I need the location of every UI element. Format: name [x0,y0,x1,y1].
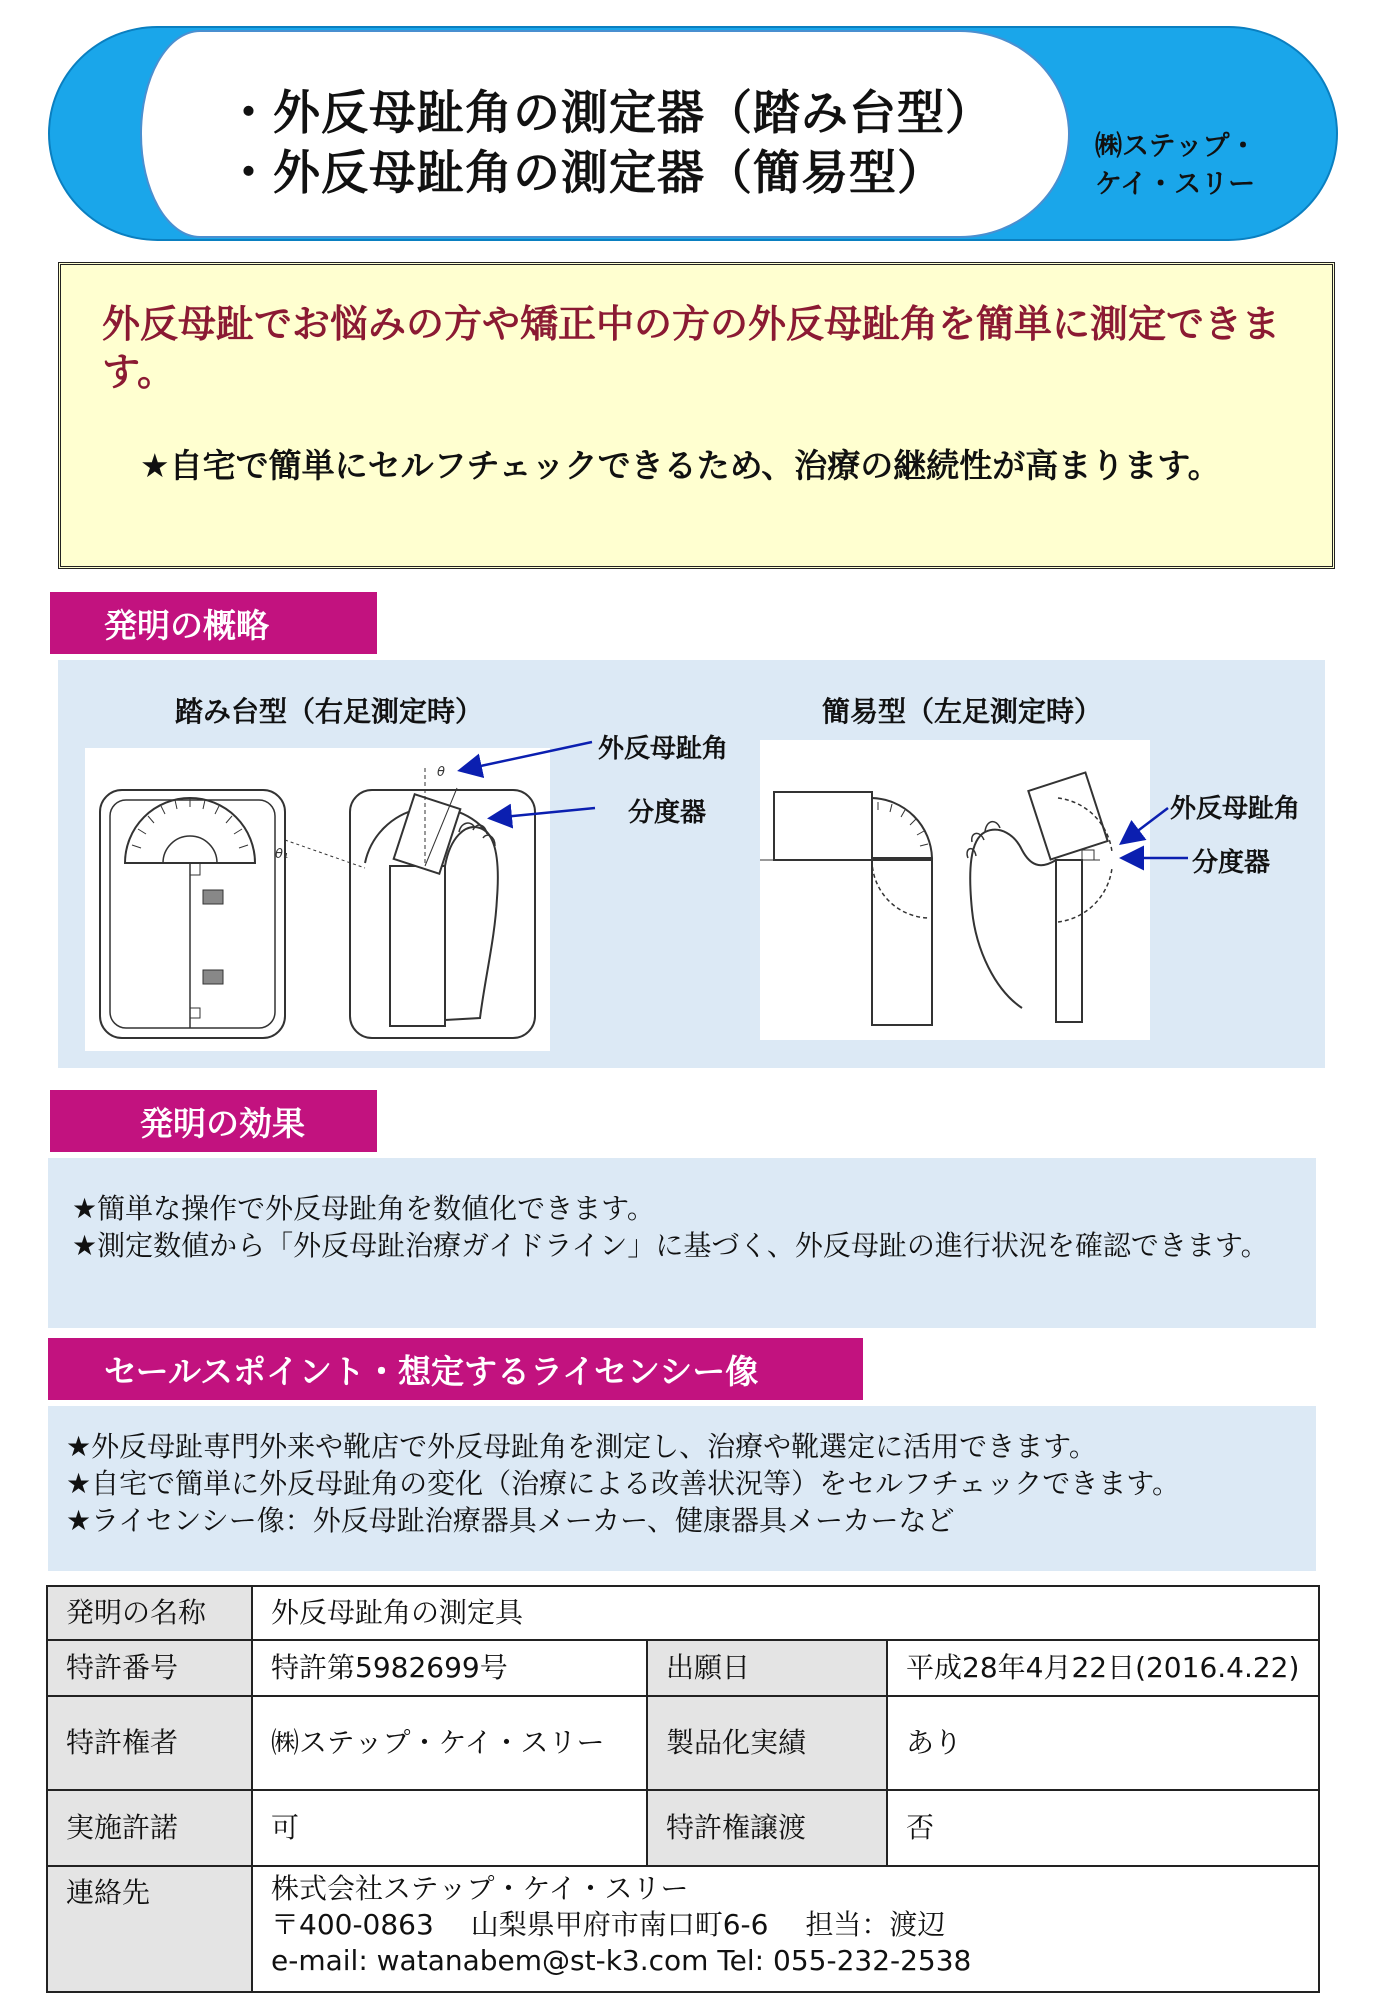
contact-company: 株式会社ステップ・ケイ・スリー [271,1872,689,1906]
selling-item-3: ★ライセンシー像：外反母趾治療器具メーカー、健康器具メーカーなど [66,1504,955,1537]
contact-address: 〒400-0863 山梨県甲府市南口町6-6 担当：渡辺 [271,1908,946,1942]
label-hallux-angle-left: 外反母趾角 [598,734,729,764]
figure-simple-type [760,740,1150,1040]
section-header-effects: 発明の効果 [50,1090,377,1152]
section-header-selling-points: セールスポイント・想定するライセンシー像 [48,1338,863,1400]
label-hallux-angle-right: 外反母趾角 [1170,794,1301,824]
filing-date-value: 平成28年4月22日(2016.4.22) [887,1640,1319,1695]
table-row [47,1640,1319,1695]
name-label: 発明の名称 [47,1586,252,1640]
theta-label: θ [437,765,445,780]
patent-holder-value: ㈱ステップ・ケイ・スリー [252,1696,647,1790]
table-row [47,1696,1319,1790]
title-line-2: ・外反母趾角の測定器（簡易型） [225,146,945,201]
effect-item-1: ★簡単な操作で外反母趾角を数値化できます。 [72,1192,655,1225]
label-protractor-right: 分度器 [1192,848,1271,878]
transfer-value: 否 [887,1790,1319,1866]
label-protractor-left: 分度器 [628,798,707,828]
license-label: 実施許諾 [47,1790,252,1866]
intro-main-text: 外反母趾でお悩みの方や矯正中の方の外反母趾角を簡単に測定できます。 [102,302,1281,394]
contact-label: 連絡先 [47,1866,252,1992]
product-record-value: あり [887,1696,1319,1790]
figure-platform-type [85,748,550,1051]
license-value: 可 [252,1790,647,1866]
figure-title-simple: 簡易型（左足測定時） [822,695,1103,728]
effects-list [72,1190,1292,1264]
table-row [47,1790,1319,1866]
selling-list [66,1428,1311,1539]
patent-number-value: 特許第5982699号 [252,1640,647,1695]
contact-value [252,1866,1319,1992]
selling-item-1: ★外反母趾専門外来や靴店で外反母趾角を測定し、治療や靴選定に活用できます。 [66,1430,1097,1463]
patent-holder-label: 特許権者 [47,1696,252,1790]
name-value: 外反母趾角の測定具 [252,1586,1319,1640]
patent-info-table [46,1585,1320,1993]
company-line-2: ケイ・スリー [1095,169,1256,200]
company-line-1: ㈱ステップ・ [1095,131,1257,162]
transfer-label: 特許権譲渡 [647,1790,887,1866]
table-row [47,1586,1319,1640]
theta1-label: θ₁ [275,847,289,862]
intro-sub-text: ★自宅で簡単にセルフチェックできるため、治療の継続性が高まります。 [140,446,1221,485]
section-header-overview: 発明の概略 [50,592,377,654]
figure-title-platform: 踏み台型（右足測定時） [175,695,484,728]
title-line-1: ・外反母趾角の測定器（踏み台型） [225,86,993,141]
effect-item-2: ★測定数値から「外反母趾治療ガイドライン」に基づく、外反母趾の進行状況を確認できます。 [72,1229,1269,1262]
company-name-header [1095,128,1325,204]
product-record-label: 製品化実績 [647,1696,887,1790]
table-row [47,1866,1319,1992]
selling-item-2: ★自宅で簡単に外反母趾角の変化（治療による改善状況等）をセルフチェックできます。 [66,1467,1181,1500]
filing-date-label: 出願日 [647,1640,887,1695]
patent-number-label: 特許番号 [47,1640,252,1695]
contact-email-phone[interactable]: e-mail: watanabem@st-k3.com Tel: 055-232-2538 [271,1944,972,1978]
